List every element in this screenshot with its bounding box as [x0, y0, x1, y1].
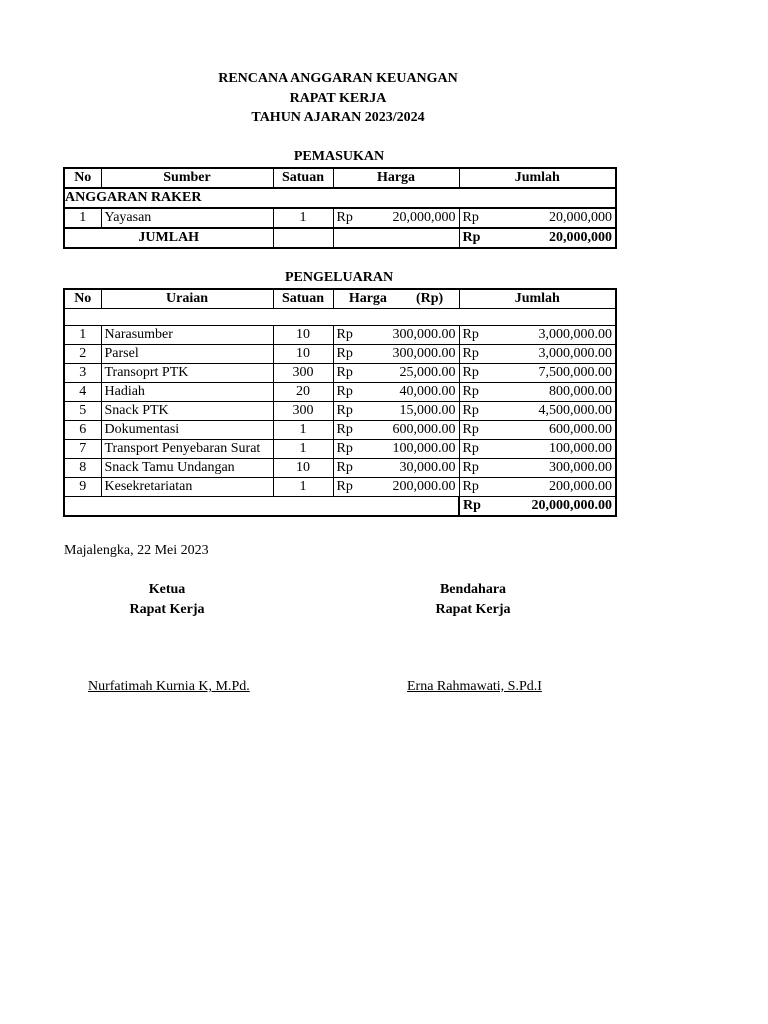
- signature-left-org: Rapat Kerja: [129, 602, 205, 617]
- row-price-currency: Rp: [333, 326, 375, 345]
- row-total: 300,000.00: [499, 459, 616, 478]
- row-no: 8: [64, 459, 101, 478]
- income-category-row: [64, 188, 616, 208]
- col-unit: Satuan: [273, 168, 333, 188]
- expense-heading: PENGELUARAN: [284, 270, 394, 285]
- row-total-currency: Rp: [459, 459, 499, 478]
- col-total: Jumlah: [459, 168, 616, 188]
- row-price: 200,000.00: [375, 478, 459, 497]
- table-row: [64, 345, 616, 364]
- row-total: 7,500,000.00: [499, 364, 616, 383]
- row-total-currency: Rp: [459, 364, 499, 383]
- row-desc: Transport Penyebaran Surat: [101, 440, 273, 459]
- row-total-currency: Rp: [459, 208, 499, 228]
- signature-right-org: Rapat Kerja: [435, 602, 511, 617]
- row-total: 20,000,000: [499, 208, 616, 228]
- row-price-currency: Rp: [333, 345, 375, 364]
- row-total: 600,000.00: [499, 421, 616, 440]
- row-unit: 10: [273, 326, 333, 345]
- row-price: 300,000.00: [375, 326, 459, 345]
- table-row: [64, 421, 616, 440]
- row-price: 300,000.00: [375, 345, 459, 364]
- row-desc: Hadiah: [101, 383, 273, 402]
- signature-right-role: Bendahara: [439, 582, 507, 597]
- row-no: 4: [64, 383, 101, 402]
- signature-left-name: Nurfatimah Kurnia K, M.Pd.: [88, 679, 250, 694]
- row-price-currency: Rp: [333, 421, 375, 440]
- expense-total-currency: Rp: [459, 497, 499, 517]
- expense-header-row: [64, 289, 616, 309]
- document-year: TAHUN AJARAN 2023/2024: [251, 110, 425, 125]
- row-unit: 10: [273, 459, 333, 478]
- row-unit: 1: [273, 440, 333, 459]
- signature-right-name: Erna Rahmawati, S.Pd.I: [407, 679, 542, 694]
- expense-total-row: [64, 497, 616, 517]
- row-price-currency: Rp: [333, 208, 375, 228]
- row-unit: 10: [273, 345, 333, 364]
- row-total: 3,000,000.00: [499, 326, 616, 345]
- col-source: Sumber: [101, 168, 273, 188]
- income-total-row: [64, 228, 616, 248]
- row-price-currency: Rp: [333, 440, 375, 459]
- table-row: [64, 364, 616, 383]
- empty-cell: [64, 309, 616, 326]
- row-price-currency: Rp: [333, 459, 375, 478]
- table-row: [64, 440, 616, 459]
- row-total-currency: Rp: [459, 345, 499, 364]
- row-desc: Dokumentasi: [101, 421, 273, 440]
- row-price: 100,000.00: [375, 440, 459, 459]
- row-price: 20,000,000: [375, 208, 459, 228]
- expense-rows: [64, 326, 616, 497]
- table-row: [64, 208, 616, 228]
- row-desc: Snack Tamu Undangan: [101, 459, 273, 478]
- expense-table: [63, 288, 617, 517]
- row-no: 5: [64, 402, 101, 421]
- row-unit: 20: [273, 383, 333, 402]
- col-price-label: Harga: [348, 291, 387, 306]
- col-unit: Satuan: [273, 289, 333, 309]
- row-no: 6: [64, 421, 101, 440]
- row-desc: Snack PTK: [101, 402, 273, 421]
- row-price-currency: Rp: [333, 402, 375, 421]
- income-category: ANGGARAN RAKER: [64, 188, 616, 208]
- row-price: 15,000.00: [375, 402, 459, 421]
- col-total: Jumlah: [459, 289, 616, 309]
- row-price: 40,000.00: [375, 383, 459, 402]
- row-unit: 300: [273, 364, 333, 383]
- table-row: [64, 402, 616, 421]
- row-total: 800,000.00: [499, 383, 616, 402]
- signature-left: [67, 580, 267, 620]
- row-price: 600,000.00: [375, 421, 459, 440]
- row-total-currency: Rp: [459, 326, 499, 345]
- col-price: [333, 289, 459, 309]
- row-unit: 1: [273, 208, 333, 228]
- signature-right: [373, 580, 573, 620]
- row-unit: 300: [273, 402, 333, 421]
- row-no: 1: [64, 208, 101, 228]
- empty-cell: [273, 228, 333, 248]
- row-price-currency: Rp: [333, 364, 375, 383]
- row-price-currency: Rp: [333, 478, 375, 497]
- income-total-label: JUMLAH: [64, 228, 273, 248]
- col-price-unit: (Rp): [415, 291, 444, 306]
- row-desc: Kesekretariatan: [101, 478, 273, 497]
- row-total-currency: Rp: [459, 402, 499, 421]
- place-date: Majalengka, 22 Mei 2023: [64, 543, 209, 558]
- empty-cell: [333, 228, 459, 248]
- col-desc: Uraian: [101, 289, 273, 309]
- document-title: RENCANA ANGGARAN KEUANGAN: [218, 71, 458, 86]
- signature-left-role: Ketua: [148, 582, 186, 597]
- table-row: [64, 326, 616, 345]
- table-row: [64, 383, 616, 402]
- row-no: 9: [64, 478, 101, 497]
- row-desc: Parsel: [101, 345, 273, 364]
- row-total-currency: Rp: [459, 421, 499, 440]
- row-price: 30,000.00: [375, 459, 459, 478]
- row-no: 3: [64, 364, 101, 383]
- row-unit: 1: [273, 421, 333, 440]
- row-no: 1: [64, 326, 101, 345]
- row-price-currency: Rp: [333, 383, 375, 402]
- row-desc: Narasumber: [101, 326, 273, 345]
- row-total-currency: Rp: [459, 383, 499, 402]
- row-no: 7: [64, 440, 101, 459]
- row-total-currency: Rp: [459, 440, 499, 459]
- row-desc: Transoprt PTK: [101, 364, 273, 383]
- income-total-currency: Rp: [459, 228, 499, 248]
- col-no: No: [64, 289, 101, 309]
- row-total-currency: Rp: [459, 478, 499, 497]
- row-source: Yayasan: [101, 208, 273, 228]
- income-heading: PEMASUKAN: [293, 149, 385, 164]
- row-total: 100,000.00: [499, 440, 616, 459]
- table-row: [64, 478, 616, 497]
- document-subtitle: RAPAT KERJA: [289, 91, 387, 106]
- spacer-row: [64, 309, 616, 326]
- empty-cell: [64, 497, 459, 517]
- income-total-value: 20,000,000: [499, 228, 616, 248]
- row-total: 4,500,000.00: [499, 402, 616, 421]
- col-price: Harga: [333, 168, 459, 188]
- col-no: No: [64, 168, 101, 188]
- income-header-row: [64, 168, 616, 188]
- income-table: [63, 167, 617, 249]
- table-row: [64, 459, 616, 478]
- row-no: 2: [64, 345, 101, 364]
- row-price: 25,000.00: [375, 364, 459, 383]
- row-total: 200,000.00: [499, 478, 616, 497]
- row-unit: 1: [273, 478, 333, 497]
- row-total: 3,000,000.00: [499, 345, 616, 364]
- expense-total-value: 20,000,000.00: [499, 497, 616, 517]
